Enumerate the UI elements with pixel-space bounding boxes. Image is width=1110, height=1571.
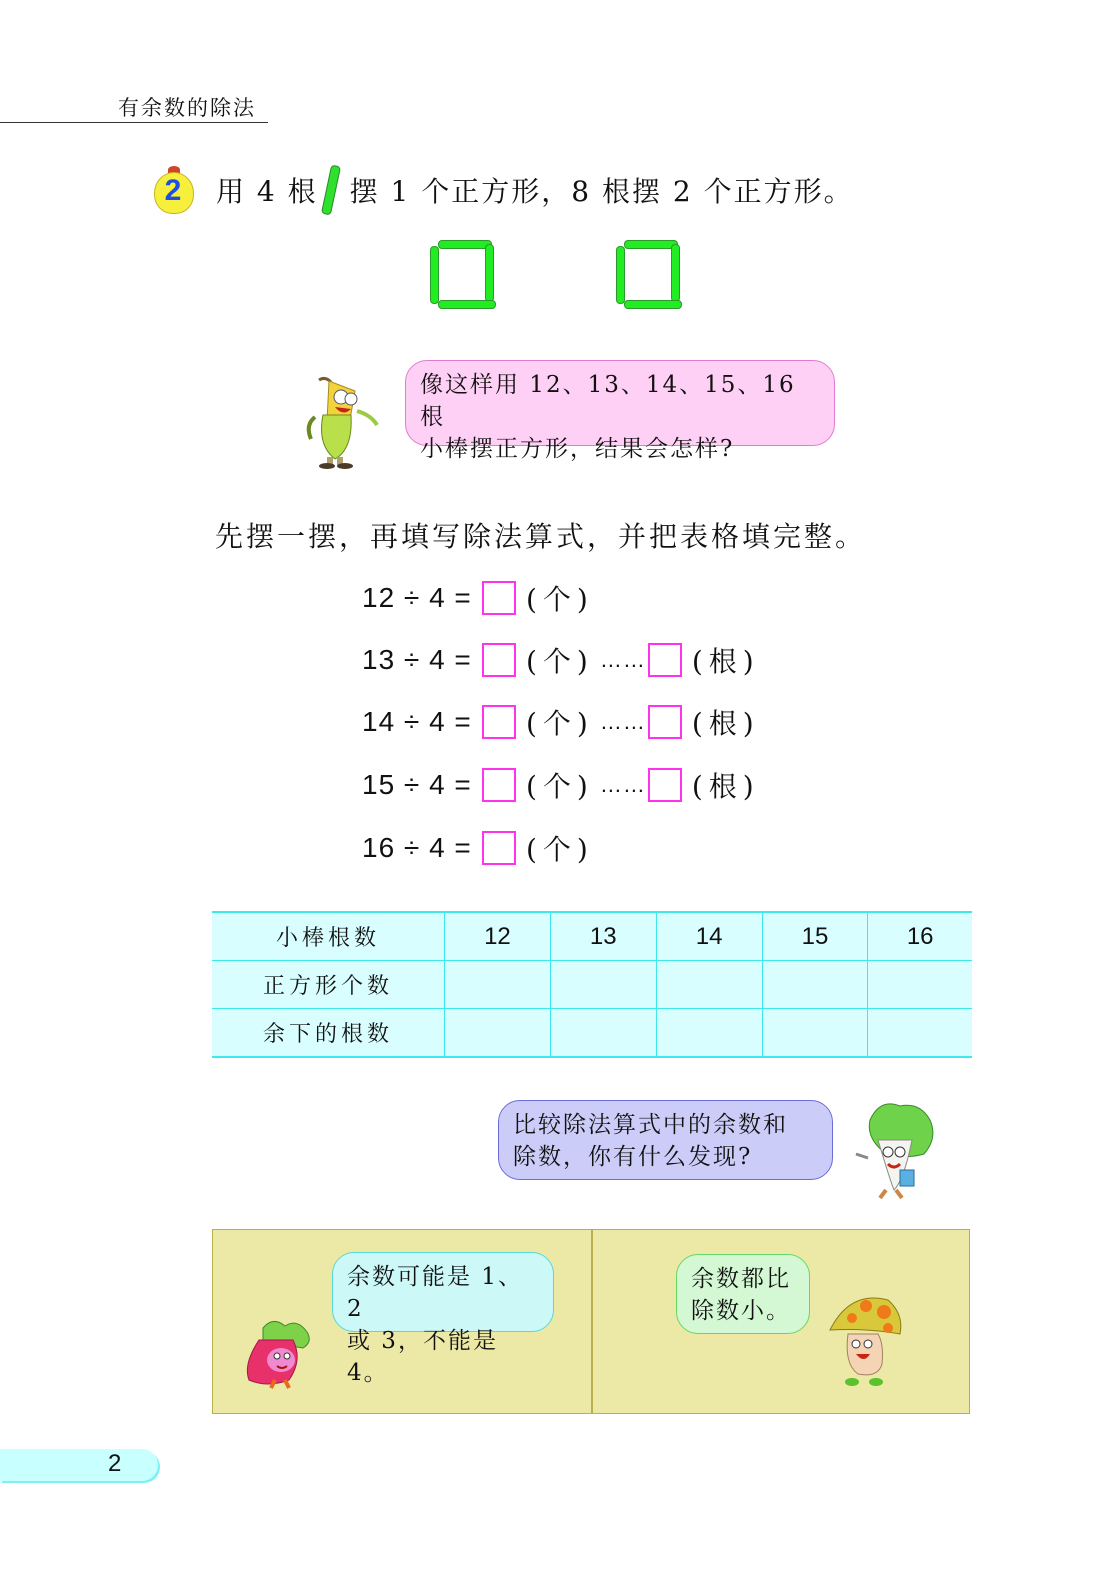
table-cell-input[interactable] (868, 1009, 972, 1058)
table-row (212, 1009, 972, 1058)
bubble-line: 或 3，不能是 4。 (347, 1328, 498, 1386)
remainder-blank[interactable] (648, 705, 682, 739)
table-cell-input[interactable] (656, 961, 762, 1009)
equation-row (362, 765, 766, 805)
quotient-blank[interactable] (482, 768, 516, 802)
bubble-line: 小棒摆正方形，结果会怎样? (420, 436, 735, 462)
remainder-dots: …… (599, 772, 646, 797)
table-cell-input[interactable] (445, 961, 551, 1009)
bubble-line: 像这样用 12、13、14、15、16 根 (420, 372, 796, 430)
bubble-line: 除数，你有什么发现? (513, 1144, 753, 1170)
mushroom-speech-bubble (676, 1254, 810, 1334)
bubble-line: 余数可能是 1、2 (347, 1264, 523, 1322)
table-row (212, 961, 972, 1009)
unit-label: (个) (526, 770, 594, 803)
row-label: 正方形个数 (212, 961, 445, 1009)
header-rule (0, 122, 268, 123)
problem-statement (150, 165, 854, 215)
unit-label: (个) (526, 583, 594, 616)
equation-row (362, 640, 766, 680)
equation-row (362, 578, 600, 618)
table-cell: 16 (868, 912, 972, 961)
stick-icon (321, 165, 341, 216)
radish-speech-bubble (332, 1252, 554, 1386)
bubble-line: 余数都比 (691, 1266, 791, 1292)
table-cell-input[interactable] (868, 961, 972, 1009)
row-label: 小棒根数 (212, 912, 445, 961)
quotient-blank[interactable] (482, 705, 516, 739)
table-cell-input[interactable] (762, 1009, 868, 1058)
equation-row (362, 828, 600, 868)
cabbage-character-icon (850, 1100, 940, 1205)
unit-label: (根) (691, 707, 760, 740)
equation-expression: 14 ÷ 4 = (362, 706, 472, 737)
problem-text-part2: 摆 1 个正方形，8 根摆 2 个正方形。 (349, 175, 854, 208)
table-cell-input[interactable] (445, 1009, 551, 1058)
corn-speech-bubble (405, 360, 835, 462)
table-cell: 13 (550, 912, 656, 961)
remainder-blank[interactable] (648, 643, 682, 677)
quotient-blank[interactable] (482, 643, 516, 677)
chapter-title: 有余数的除法 (118, 96, 256, 120)
table-cell: 12 (445, 912, 551, 961)
table-cell: 15 (762, 912, 868, 961)
table-cell-input[interactable] (550, 961, 656, 1009)
problem-text-part1: 用 4 根 (216, 175, 318, 208)
results-table (212, 911, 972, 1058)
answer-blank[interactable] (482, 831, 516, 865)
mushroom-character-icon (826, 1296, 906, 1388)
bubble-line: 除数小。 (691, 1298, 791, 1324)
corn-character-icon (305, 375, 385, 470)
stick-square-icon (430, 240, 490, 300)
equation-expression: 13 ÷ 4 = (362, 644, 472, 675)
radish-character-icon (245, 1318, 315, 1390)
table-cell-input[interactable] (762, 961, 868, 1009)
unit-label: (个) (526, 645, 594, 678)
bubble-line: 比较除法算式中的余数和 (513, 1112, 788, 1138)
remainder-dots: …… (599, 709, 646, 734)
remainder-blank[interactable] (648, 768, 682, 802)
table-cell-input[interactable] (656, 1009, 762, 1058)
unit-label: (个) (526, 707, 594, 740)
unit-label: (根) (691, 645, 760, 678)
instruction-text: 先摆一摆，再填写除法算式，并把表格填完整。 (215, 520, 867, 553)
unit-label: (个) (526, 833, 594, 866)
equation-expression: 12 ÷ 4 = (362, 582, 472, 613)
stick-square-icon (616, 240, 676, 300)
equation-expression: 16 ÷ 4 = (362, 832, 472, 863)
panel-divider (591, 1229, 593, 1414)
unit-label: (根) (691, 770, 760, 803)
remainder-dots: …… (599, 647, 646, 672)
table-cell-input[interactable] (550, 1009, 656, 1058)
row-label: 余下的根数 (212, 1009, 445, 1058)
equation-row (362, 702, 766, 742)
answer-blank[interactable] (482, 581, 516, 615)
cabbage-speech-bubble (498, 1100, 833, 1180)
page-number: 2 (108, 1450, 122, 1477)
page-number-tab (0, 1449, 158, 1481)
problem-number: 2 (164, 174, 182, 207)
chick-number-badge-icon (150, 166, 194, 214)
table-cell: 14 (656, 912, 762, 961)
equation-expression: 15 ÷ 4 = (362, 769, 472, 800)
table-row (212, 912, 972, 961)
